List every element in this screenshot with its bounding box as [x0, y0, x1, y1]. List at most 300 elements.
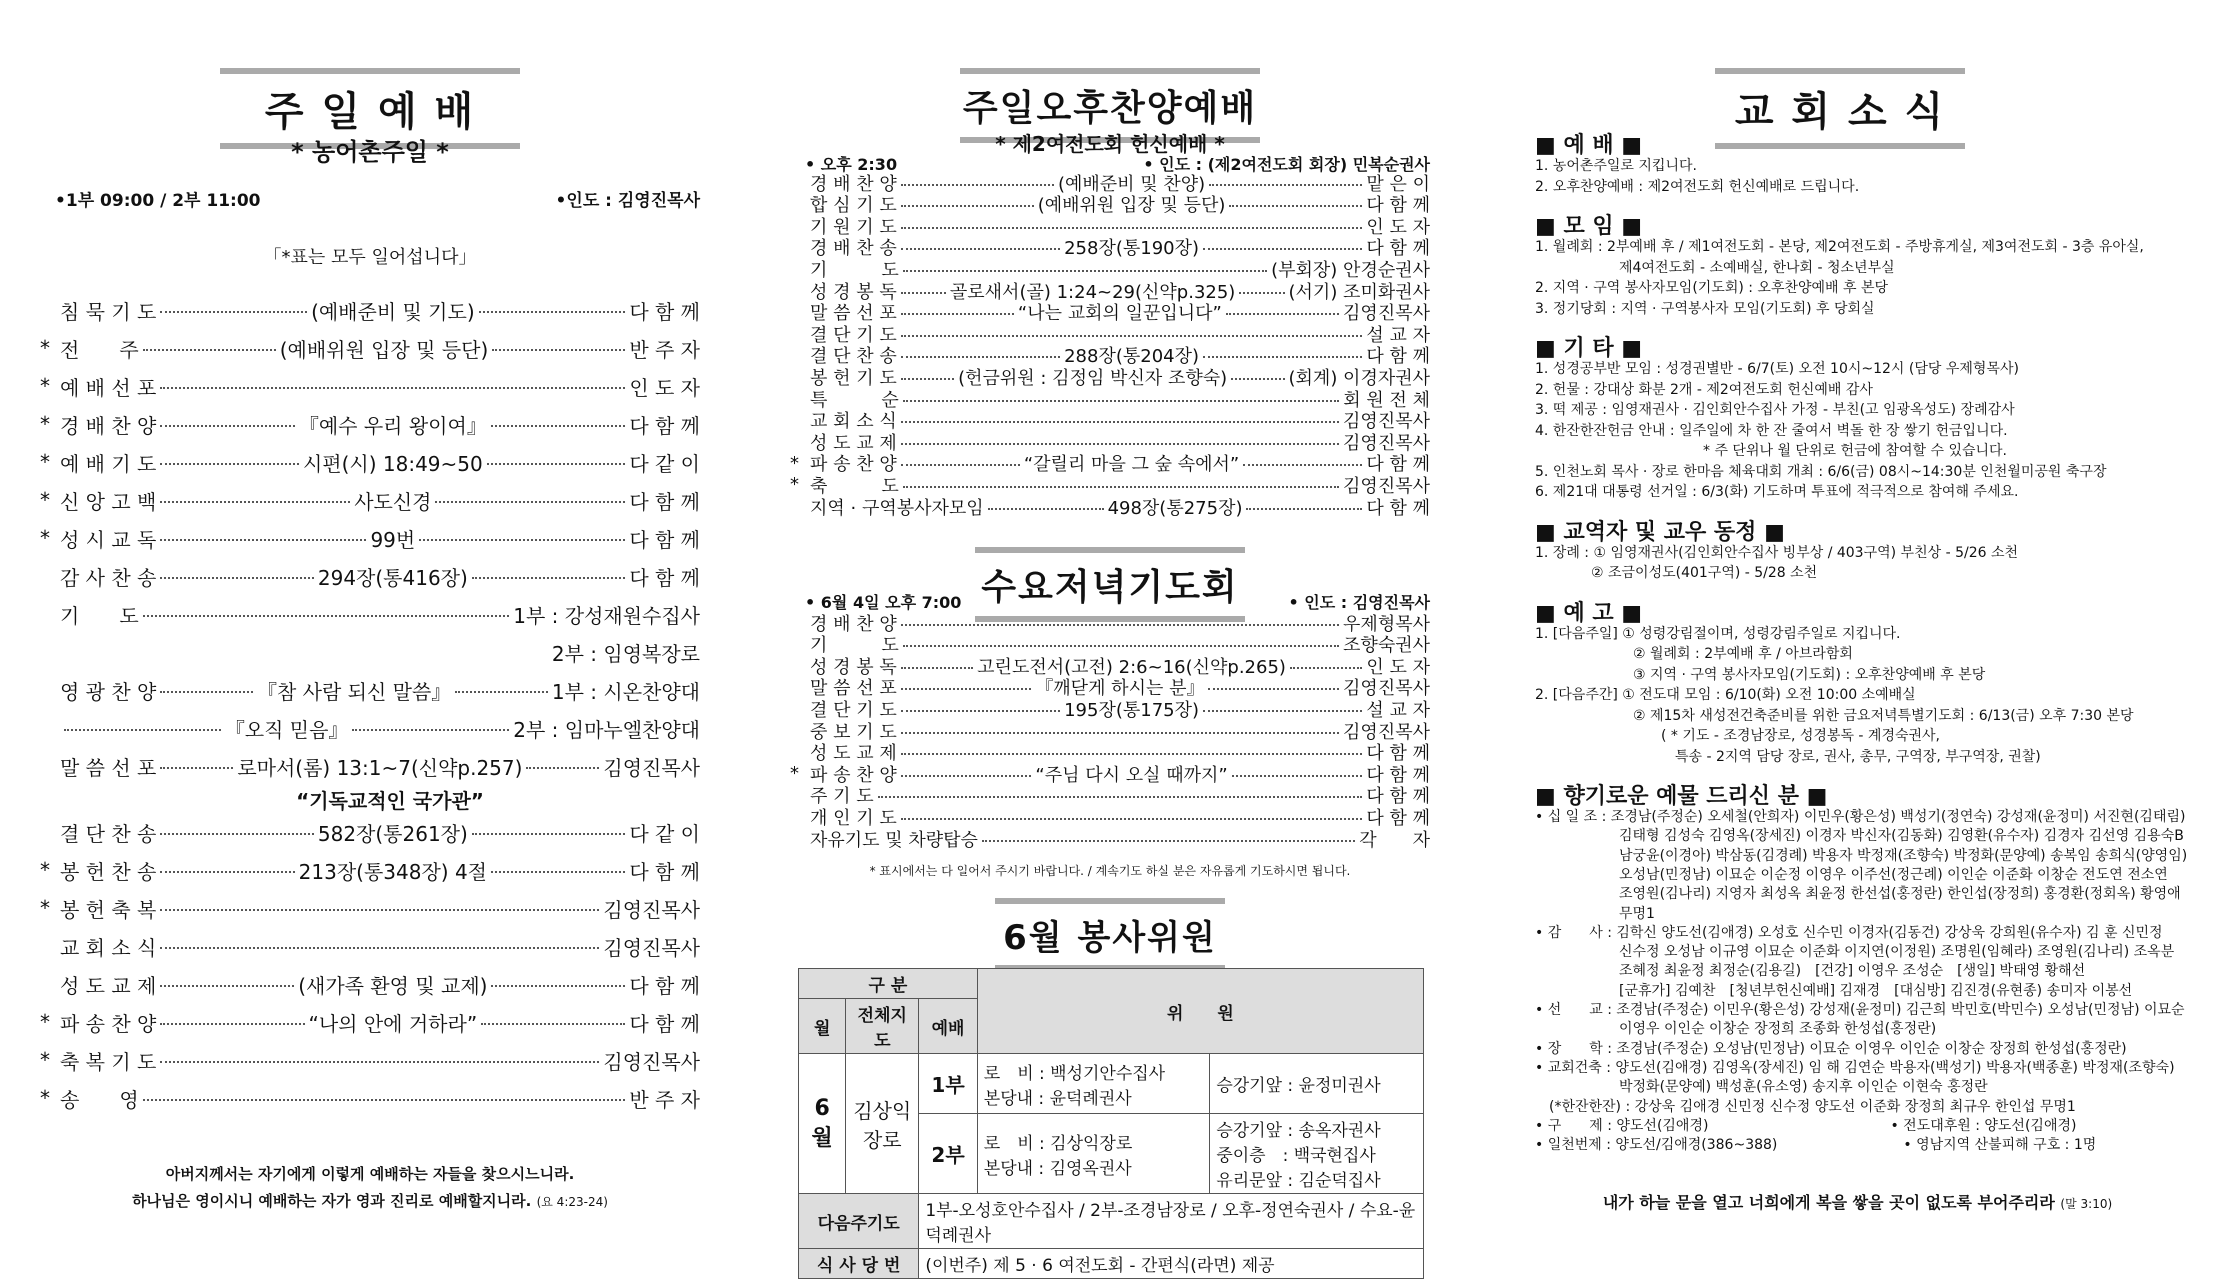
order-person: 다 함 께	[1366, 454, 1430, 476]
leader-dots	[1231, 378, 1284, 380]
order-row	[790, 258, 1430, 279]
afternoon-worship-leader: • 인도 : (제2여전도회 회장) 민복순권사	[1143, 155, 1430, 174]
leader-dots	[1226, 313, 1339, 315]
order-person: 다 함 께	[1366, 786, 1430, 808]
leader-dots	[1203, 248, 1362, 250]
order-row	[40, 931, 700, 961]
order-person: 김영진목사	[603, 1049, 700, 1074]
order-label: 영 광 찬 양	[60, 679, 157, 704]
order-row	[40, 1007, 700, 1037]
order-detail: (예배준비 및 찬양)	[1057, 173, 1206, 195]
order-label: 경 배 찬 양	[60, 413, 157, 438]
order-label: 성 도 교 제	[810, 743, 897, 765]
news-line: 1. [다음주일] ① 성령강림절이며, 성령강림주일로 지킵니다.	[1535, 625, 1901, 642]
order-person: 다 함 께	[1366, 497, 1430, 519]
news-line: 제4여전도회 - 소예배실, 한나회 - 청소년부실	[1535, 259, 1895, 276]
order-row	[790, 698, 1430, 719]
leader-dots	[160, 1061, 599, 1063]
leader-dots	[901, 443, 1339, 445]
order-person: 우제형목사	[1343, 613, 1430, 635]
order-row	[40, 485, 700, 515]
order-row	[40, 817, 700, 847]
order-row	[40, 371, 700, 401]
order-person: 회 원 전 체	[1343, 389, 1430, 411]
order-person: 1부 : 강성재원수집사	[513, 603, 700, 628]
standing-mark: *	[40, 896, 50, 920]
leader-dots	[160, 387, 625, 389]
order-row	[790, 431, 1430, 452]
order-detail: 213장(통348장) 4절	[298, 859, 487, 884]
order-label: 감 사 찬 송	[60, 565, 157, 590]
order-label: 파 송 찬 양	[60, 1011, 157, 1036]
leader-dots	[1203, 710, 1362, 712]
table-next-prayer: 1부-오성호안수집사 / 2부-조경남장로 / 오후-정연숙권사 / 수요-윤덕례권사	[919, 1194, 1424, 1249]
order-person: 다 함 께	[1366, 195, 1430, 217]
table-service-1-elevator: 승강기앞 : 윤정미권사	[1210, 1054, 1424, 1114]
order-label: 봉 헌 축 복	[60, 897, 157, 922]
leader-dots	[901, 184, 1054, 186]
leader-dots	[160, 947, 599, 949]
news-line: 특송 - 2지역 담당 장로, 권사, 총무, 구역장, 부구역장, 권찰)	[1535, 748, 2041, 765]
order-person: 인 도 자	[1366, 656, 1430, 678]
section-heading: ■ 향기로운 예물 드리신 분 ■	[1535, 784, 1828, 809]
order-person: 인 도 자	[629, 375, 700, 400]
news-line: 조영원(김나리) 지영자 최성옥 최윤정 한선섭(홍정란) 한인섭(장정희) 홍경환(정회옥) 황영애	[1535, 886, 2181, 903]
leader-dots	[901, 753, 1363, 755]
order-label: 봉 헌 찬 송	[60, 859, 157, 884]
table-header-gubun: 구 분	[799, 969, 978, 999]
leader-dots	[143, 1099, 626, 1101]
news-line: • 구 제 : 양도선(김애경) • 전도대후원 : 양도선(김애경)	[1535, 1117, 2077, 1134]
order-person: 2부 : 임영복장로	[551, 641, 700, 666]
table-service-2: 2부	[919, 1114, 977, 1194]
order-label: 결 단 기 도	[810, 699, 897, 721]
table-header-month: 월	[799, 999, 846, 1054]
leader-dots	[479, 311, 626, 313]
order-person: (서기) 조미화권사	[1288, 281, 1430, 303]
order-label: 결 단 찬 송	[810, 346, 897, 368]
order-label: 봉 헌 기 도	[810, 367, 897, 389]
news-line: ③ 지역 · 구역 봉사자모임(기도회) : 오후찬양예배 후 본당	[1535, 666, 1986, 683]
table-month: 6월	[799, 1054, 846, 1194]
news-line: 남궁윤(이경아) 박삼동(김경례) 박용자 박정재(조향숙) 박정화(문양예) 송복임 송희식(양영임)	[1535, 847, 2188, 864]
standing-mark: *	[40, 374, 50, 398]
leader-dots	[901, 732, 1339, 734]
order-label: 말 씀 선 포	[810, 678, 897, 700]
news-line: 박정화(문양예) 백성훈(유소영) 송지후 이인순 이현숙 홍정란	[1535, 1079, 1988, 1096]
news-line: 2. [다음주간] ① 전도대 모임 : 6/10(화) 오전 10:00 소예배실	[1535, 687, 1916, 703]
leader-dots	[1243, 464, 1362, 466]
news-line: • 선 교 : 조경남(주정순) 이민우(황은성) 강성재(윤정미) 김근희 박민호(박민수) 오성남(민정남) 이묘순	[1535, 1002, 2185, 1018]
leader-dots	[160, 767, 233, 769]
order-detail: 『참 사람 되신 말씀』	[256, 679, 452, 704]
news-line: ( * 기도 - 조경남장로, 성경봉독 - 계경숙권사,	[1535, 728, 1940, 744]
order-detail: (헌금위원 : 김정임 박신자 조향숙)	[958, 367, 1228, 389]
order-row	[790, 634, 1430, 655]
order-person: 다 함 께	[629, 413, 701, 438]
order-person: 다 함 께	[629, 527, 701, 552]
leader-dots	[901, 378, 954, 380]
volunteers-table	[798, 968, 1424, 1279]
news-line: 무명1	[1535, 905, 1655, 922]
news-line: • 장 학 : 조경남(주정순) 오성남(민정남) 이묘순 이영우 이인순 이창순 장정희 한성섭(홍정란)	[1535, 1040, 2127, 1057]
order-row	[40, 599, 700, 629]
standing-mark: *	[790, 452, 799, 474]
church-news-footer-ref: (말 3:10)	[2060, 1197, 2113, 1211]
order-label: 성 도 교 제	[810, 432, 897, 454]
wednesday-note: * 표시에서는 다 일어서 주시기 바랍니다. / 계속기도 하실 분은 자유롭게 기도하시면 됩니다.	[869, 864, 1351, 878]
order-row	[40, 295, 700, 325]
leader-dots	[901, 710, 1060, 712]
table-meal-label: 식 사 당 번	[799, 1249, 919, 1279]
order-person: 반 주 자	[629, 337, 701, 362]
leader-dots	[492, 349, 625, 351]
leader-dots	[1232, 775, 1363, 777]
news-line: 4. 한잔한잔헌금 안내 : 일주일에 차 한 잔 줄여서 벽돌 한 장 쌓기 헌금입니다.	[1535, 422, 2008, 439]
news-line: 1. 성경공부반 모임 : 성경권별반 - 6/7(토) 오전 10시~12시 (담당 우제형목사)	[1535, 361, 2019, 377]
order-label: 결 단 기 도	[810, 324, 897, 346]
order-detail: 498장(통275장)	[1107, 497, 1243, 519]
leader-dots	[526, 767, 599, 769]
order-label: 말 씀 선 포	[810, 303, 897, 325]
leader-dots	[472, 577, 626, 579]
leader-dots	[1203, 356, 1362, 358]
order-label: 성 경 봉 독	[810, 656, 897, 678]
order-label: 파 송 찬 양	[810, 454, 897, 476]
order-label: 성 경 봉 독	[810, 281, 897, 303]
leader-dots	[901, 248, 1060, 250]
worship-time: •1부 09:00 / 2부 11:00	[55, 191, 261, 211]
order-row	[40, 1045, 700, 1075]
order-person: 1부 : 시온찬양대	[551, 679, 700, 704]
leader-dots	[901, 335, 1363, 337]
leader-dots	[160, 691, 253, 693]
leader-dots	[160, 311, 307, 313]
news-line: 2. 지역 · 구역 봉사자모임(기도회) : 오후찬양예배 후 본당	[1535, 280, 1889, 296]
leader-dots	[160, 909, 599, 911]
leader-dots	[1290, 667, 1362, 669]
order-person: (회계) 이경자권사	[1288, 367, 1430, 389]
order-person: 다 함 께	[629, 299, 701, 324]
order-detail: “나의 안에 거하라”	[308, 1011, 478, 1036]
order-label: 예 배 선 포	[60, 375, 157, 400]
order-row	[790, 194, 1430, 215]
church-news-column	[1535, 0, 2188, 1240]
order-row	[790, 763, 1430, 784]
order-label: 개 인 기 도	[810, 807, 897, 829]
table-leader: 김상익 장로	[846, 1054, 919, 1194]
afternoon-worship-title: 주일오후찬양예배	[960, 68, 1260, 143]
order-person: 다 함 께	[629, 973, 701, 998]
standing-mark: *	[790, 474, 799, 496]
section-heading: ■ 모 임 ■	[1535, 214, 1643, 239]
leader-dots	[901, 775, 1032, 777]
news-line: • 교회건축 : 양도선(김애경) 김영옥(장세진) 임 해 김연순 박용자(백성기) 박용자(백종훈) 박정재(조향숙)	[1535, 1059, 2175, 1076]
church-news-title: 교 회 소 식	[1715, 68, 1965, 149]
order-label: 축 복 기 도	[60, 1049, 157, 1074]
order-label: 예 배 기 도	[60, 451, 157, 476]
order-label: 축 도	[810, 475, 899, 497]
church-news-footer: 내가 하늘 문을 열고 너희에게 복을 쌓을 곳이 없도록 부어주리라 (말 3:10)	[1602, 1193, 2113, 1212]
order-label: 결 단 찬 송	[60, 821, 157, 846]
order-person: 2부 : 임마누엘찬양대	[513, 717, 701, 742]
order-row	[40, 447, 700, 477]
order-person: 다 함 께	[1366, 238, 1430, 260]
news-line: 3. 떡 제공 : 임영재권사 · 김인회안수집사 가정 - 부친(고 임광옥성도) 장례감사	[1535, 402, 2015, 418]
wednesday-prayer-leader: • 인도 : 김영진목사	[1288, 593, 1430, 612]
order-person: 맡 은 이	[1366, 173, 1431, 195]
order-row	[790, 366, 1430, 387]
footer-verse-1: 아버지께서는 자기에게 이렇게 예배하는 자들을 찾으시느니라.	[165, 1165, 575, 1183]
order-label: 기 도	[810, 635, 899, 657]
order-row	[790, 453, 1430, 474]
table-service-2-members: 로 비 : 김상익장로 본당내 : 김영옥권사	[977, 1114, 1210, 1194]
order-detail: 195장(통175장)	[1064, 699, 1200, 721]
order-row	[790, 677, 1430, 698]
leader-dots	[160, 425, 295, 427]
standing-mark: *	[40, 336, 50, 360]
leader-dots	[491, 985, 625, 987]
order-person: 설 교 자	[1366, 324, 1430, 346]
order-label: 신 앙 고 백	[60, 489, 157, 514]
worship-leader: •인도 : 김영진목사	[555, 191, 700, 211]
order-person: 각 자	[1359, 829, 1430, 851]
order-label: 특 순	[810, 389, 899, 411]
order-label: 침 묵 기 도	[60, 299, 157, 324]
news-line: • 감 사 : 김학신 양도선(김애경) 오성호 신수민 이경자(김동건) 강상욱 강희원(유수자) 김 훈 신민정	[1535, 924, 2163, 941]
order-row	[40, 893, 700, 923]
order-label: 자유기도 및 차량탑승	[810, 829, 978, 851]
order-row	[40, 751, 700, 781]
order-row	[790, 720, 1430, 741]
order-person: 다 함 께	[629, 1011, 701, 1036]
order-row	[790, 280, 1430, 301]
order-row	[790, 785, 1430, 806]
footer-verse-ref: (요 4:23-24)	[536, 1195, 608, 1209]
news-line: 6. 제21대 대통령 선거일 : 6/3(화) 기도하며 투표에 적극적으로 참여해 주세요.	[1535, 484, 2019, 500]
order-person: 조향숙권사	[1343, 635, 1430, 657]
section-heading: ■ 예 고 ■	[1535, 600, 1643, 626]
order-person: 인 도 자	[1366, 216, 1430, 238]
order-detail: 258장(통190장)	[1064, 238, 1200, 260]
news-line: 김태형 김성숙 김영옥(장세진) 이경자 박신자(김동화) 김영환(유수자) 김경자 김선영 김용숙B	[1535, 828, 2184, 845]
order-person: 김영진목사	[603, 755, 701, 780]
order-person: 김영진목사	[1343, 303, 1430, 325]
leader-dots	[160, 985, 294, 987]
order-person: 김영진목사	[603, 935, 700, 960]
order-row	[40, 409, 700, 439]
news-line: 오성남(민정남) 이묘순 이순정 이영우 이주선(정근례) 이인순 이준화 이창순 전도연 전소연	[1535, 866, 2168, 883]
leader-dots	[455, 691, 548, 693]
standing-mark: *	[40, 1086, 50, 1110]
order-person: 김영진목사	[1343, 432, 1430, 454]
order-person: 다 함 께	[629, 565, 700, 590]
order-row	[790, 612, 1430, 633]
order-label: 전 주	[60, 337, 139, 362]
standing-mark: *	[40, 1010, 50, 1034]
standing-notice: 「*표는 모두 일어섭니다」	[263, 247, 477, 268]
order-row	[790, 388, 1430, 409]
june-volunteers-title: 6월 봉사위원	[995, 898, 1225, 971]
table-header-members: 위 원	[977, 969, 1423, 1054]
table-service-1: 1부	[919, 1054, 977, 1114]
leader-dots	[143, 615, 510, 617]
leader-dots	[160, 501, 350, 503]
leader-dots	[903, 270, 1267, 272]
section-heading: ■ 기 타 ■	[1535, 336, 1643, 361]
table-next-prayer-label: 다음주기도	[799, 1194, 919, 1249]
order-label: 주 기 도	[810, 786, 874, 808]
leader-dots	[901, 313, 1014, 315]
order-row	[790, 172, 1430, 193]
leader-dots	[901, 292, 946, 294]
order-row	[40, 675, 700, 705]
leader-dots	[988, 508, 1104, 510]
order-label: 교 회 소 식	[60, 935, 157, 960]
sunday-worship-title: 주 일 예 배	[220, 68, 520, 149]
order-row	[40, 523, 700, 553]
order-person: 설 교 자	[1366, 699, 1430, 721]
order-detail: “갈릴리 마을 그 숲 속에서”	[1023, 454, 1240, 476]
order-row	[40, 561, 700, 591]
standing-mark: *	[40, 450, 50, 474]
leader-dots	[982, 840, 1355, 842]
leader-dots	[901, 227, 1363, 229]
news-line: 5. 인천노회 목사 · 장로 한마음 체육대회 개최 : 6/6(금) 08시~14:30분 인천월미공원 축구장	[1535, 463, 2107, 480]
standing-mark: *	[40, 1048, 50, 1072]
standing-mark: *	[40, 858, 50, 882]
order-detail: (예배위원 입장 및 등단)	[1037, 195, 1226, 217]
leader-dots	[1209, 184, 1362, 186]
order-row	[790, 237, 1430, 258]
news-line: 신수정 오성남 이규영 이묘순 이준화 이지연(이정원) 조명원(임혜라) 조영원(김나리) 조옥분	[1535, 944, 2175, 961]
leader-dots	[491, 425, 626, 427]
news-line: ② 조금이성도(401구역) - 5/28 소천	[1535, 565, 1818, 581]
order-row	[790, 806, 1430, 827]
order-person: 다 같 이	[629, 451, 701, 476]
table-header-all: 전체지도	[846, 999, 919, 1054]
leader-dots	[160, 833, 314, 835]
news-line: ② 제15차 새성전건축준비를 위한 금요저녁특별기도회 : 6/13(금) 오후 7:30 본당	[1535, 707, 2134, 724]
order-detail: (예배위원 입장 및 등단)	[279, 337, 489, 362]
leader-dots	[481, 1023, 625, 1025]
order-person: 다 함 께	[629, 489, 701, 514]
order-detail: 『예수 우리 왕이여』	[298, 413, 487, 438]
news-line: 조혜정 최윤정 최정순(김용길) [건강] 이영우 조성순 [생일] 박태영 황해선	[1535, 963, 2086, 980]
leader-dots	[903, 645, 1339, 647]
leader-dots	[487, 463, 626, 465]
leader-dots	[903, 486, 1339, 488]
order-detail: 『오직 믿음』	[224, 717, 349, 742]
leader-dots	[1229, 205, 1362, 207]
leader-dots	[64, 729, 221, 731]
order-label: 성 도 교 제	[60, 973, 157, 998]
order-row	[40, 855, 700, 885]
leader-dots	[160, 539, 366, 541]
order-detail: (새가족 환영 및 교제)	[298, 973, 488, 998]
order-label: 송 영	[60, 1087, 139, 1112]
order-detail: 시편(시) 18:49~50	[302, 451, 483, 476]
order-label: 경 배 찬 양	[810, 613, 897, 635]
order-label: 말 씀 선 포	[60, 755, 157, 780]
leader-dots	[901, 421, 1339, 423]
section-heading: ■ 예 배 ■	[1535, 133, 1643, 158]
news-line: [군휴가] 김예찬 [청년부헌신예배] 김재경 [대심방] 김진경(유현종) 송미자 이봉선	[1535, 982, 2133, 999]
wednesday-prayer-time: • 6월 4일 오후 7:00	[805, 593, 962, 612]
news-line: ② 월례회 : 2부예배 후 / 아브라함회	[1535, 646, 1853, 662]
order-detail: 사도신경	[354, 489, 432, 514]
table-meal: (이번주) 제 5 · 6 여전도회 - 간편식(라면) 제공	[919, 1249, 1424, 1279]
order-row	[790, 410, 1430, 431]
leader-dots	[903, 400, 1340, 402]
leader-dots	[160, 577, 314, 579]
footer-verse-2: 하나님은 영이시니 예배하는 자가 영과 진리로 예배할지니라. (요 4:23-24)	[132, 1192, 608, 1210]
order-label: 지역 · 구역봉사자모임	[810, 497, 984, 519]
order-row	[40, 969, 700, 999]
leader-dots	[435, 501, 625, 503]
order-row	[40, 713, 700, 743]
sunday-worship-column	[40, 0, 700, 1240]
order-person: (부회장) 안경순권사	[1271, 259, 1430, 281]
order-detail: 고린도전서(고전) 2:6~16(신약p.265)	[977, 656, 1286, 678]
order-person: 반 주 자	[629, 1087, 700, 1112]
order-label: 중 보 기 도	[810, 721, 897, 743]
order-detail: (예배준비 및 기도)	[311, 299, 475, 324]
leader-dots	[901, 205, 1034, 207]
order-detail: 294장(통416장)	[317, 565, 468, 590]
afternoon-worship-column	[790, 0, 1431, 1276]
leader-dots	[878, 796, 1363, 798]
leader-dots	[1239, 292, 1284, 294]
leader-dots	[419, 539, 625, 541]
order-row	[790, 474, 1430, 495]
leader-dots	[352, 729, 509, 731]
order-person: 다 함 께	[629, 859, 700, 884]
sermon-title: “기독교적인 국가관”	[296, 789, 484, 813]
order-row	[790, 345, 1430, 366]
leader-dots	[160, 871, 294, 873]
leader-dots	[901, 688, 1032, 690]
order-label: 합 심 기 도	[810, 195, 897, 217]
table-service-2-extra: 승강기앞 : 송옥자권사 중이층 : 백국현집사 유리문앞 : 김순덕집사	[1210, 1114, 1424, 1194]
order-row	[790, 742, 1430, 763]
leader-dots	[1246, 508, 1362, 510]
order-label: 기 도	[60, 603, 139, 628]
leader-dots	[901, 464, 1020, 466]
order-row	[790, 323, 1430, 344]
order-person: 다 함 께	[1366, 764, 1431, 786]
section-heading: ■ 교역자 및 교우 동정 ■	[1535, 519, 1785, 545]
leader-dots	[1208, 688, 1339, 690]
table-service-1-members: 로 비 : 백성기안수집사 본당내 : 윤덕례권사	[977, 1054, 1210, 1114]
afternoon-worship-time: • 오후 2:30	[805, 155, 898, 174]
order-label: 경 배 찬 양	[810, 173, 897, 195]
news-line: 1. 월례회 : 2부예배 후 / 제1여전도회 - 본당, 제2여전도회 - 주방휴게실, 제3여전도회 - 3층 유아실,	[1535, 239, 2144, 255]
news-line: 2. 오후찬양예배 : 제2여전도회 헌신예배로 드립니다.	[1535, 178, 1860, 195]
sunday-worship-subtitle: * 농어촌주일 *	[291, 138, 449, 166]
order-row	[790, 302, 1430, 323]
standing-mark: *	[40, 526, 50, 550]
news-line: • 십 일 조 : 조경남(주정순) 오세철(안희자) 이민우(황은성) 백성기(정연숙) 강성재(윤정미) 서진현(김태림)	[1535, 809, 2186, 825]
news-line: 3. 정기당회 : 지역 · 구역봉사자 모임(기도회) 후 당회실	[1535, 300, 1875, 317]
order-row	[40, 637, 700, 667]
leader-dots	[143, 349, 276, 351]
news-line: (*한잔한잔) : 강상욱 김애경 신민정 신수정 양도선 이준화 장정희 최규우 한인섭 무명1	[1535, 1098, 2076, 1115]
order-person: 김영진목사	[1343, 721, 1430, 743]
table-header-service: 예배	[919, 999, 977, 1054]
news-line: • 일천번제 : 양도선/김애경(386~388) • 영남지역 산불피해 구호 : 1명	[1535, 1137, 2097, 1154]
order-label: 기 도	[810, 259, 899, 281]
